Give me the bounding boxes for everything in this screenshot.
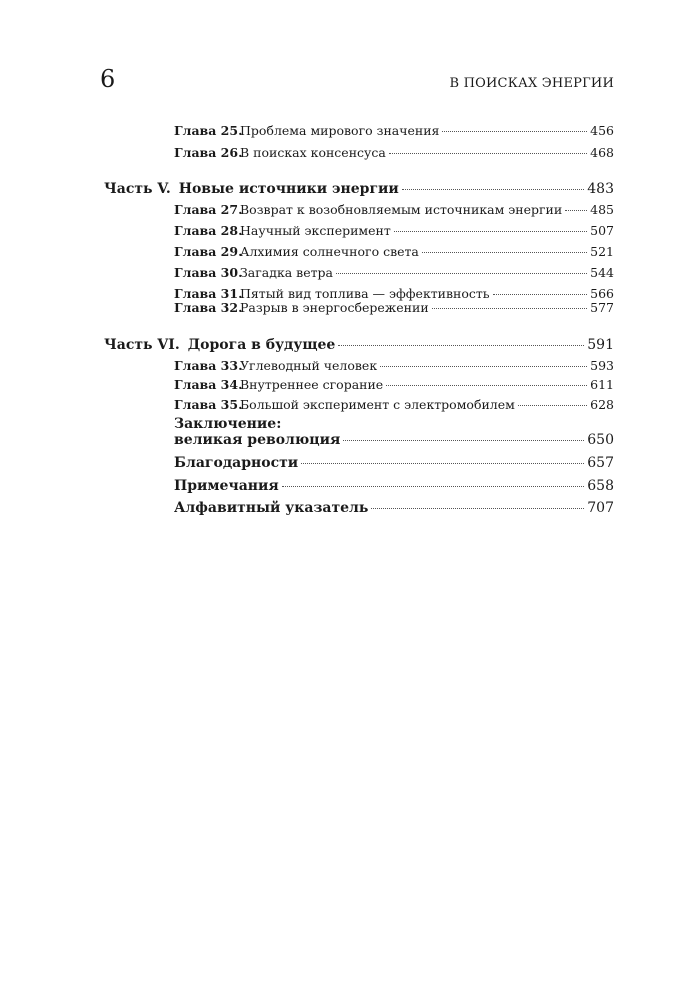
toc-entry-label: Глава 25. [174, 123, 243, 138]
toc-entry-title: Научный эксперимент [240, 223, 391, 238]
dot-leader [518, 405, 587, 406]
toc-entry-page: 591 [587, 337, 614, 353]
toc-entry-chapter-33[interactable] [174, 358, 614, 373]
toc-entry-title: Алхимия солнечного света [240, 244, 419, 259]
dot-leader [380, 366, 587, 367]
toc-entry-label: Глава 28. [174, 223, 243, 238]
toc-entry-page: 507 [590, 223, 614, 238]
toc-entry-conclusion-heading: Заключение: [174, 416, 282, 432]
toc-entry-title: Загадка ветра [240, 265, 333, 280]
toc-entry-title: Новые источники энергии [178, 181, 399, 197]
toc-entry-title: Проблема мирового значения [240, 123, 440, 138]
running-title: В ПОИСКАХ ЭНЕРГИИ [449, 76, 614, 91]
toc-entry-title: Большой эксперимент с электромобилем [240, 397, 515, 412]
toc-entry-title: Алфавитный указатель [174, 500, 369, 516]
toc-entry-page: 611 [590, 377, 614, 392]
toc-entry-title: Углеводный человек [240, 358, 378, 373]
dot-leader [282, 486, 585, 487]
toc-entry-chapter-27[interactable] [174, 202, 614, 217]
dot-leader [371, 508, 584, 509]
toc-entry-title: Пятый вид топлива — эффективность [240, 286, 490, 301]
toc-entry-label: Часть VI. [104, 337, 180, 353]
toc-entry-part-6[interactable] [104, 337, 614, 353]
toc-entry-page: 468 [590, 145, 614, 160]
toc-entry-title: Примечания [174, 478, 279, 494]
toc-entry-chapter-25[interactable] [174, 123, 614, 138]
toc-entry-page: 658 [587, 478, 614, 494]
dot-leader [389, 153, 587, 154]
toc-entry-chapter-32[interactable] [174, 300, 614, 315]
toc-entry-chapter-35[interactable] [174, 397, 614, 412]
toc-entry-page: 628 [590, 397, 614, 412]
toc-entry-title: Возврат к возобновляемым источникам энергии [240, 202, 563, 217]
toc-entry-index[interactable] [174, 500, 614, 516]
toc-entry-page: 577 [590, 300, 614, 315]
toc-entry-label: Глава 29. [174, 244, 243, 259]
toc-entry-part-5[interactable] [104, 181, 614, 197]
dot-leader [336, 273, 587, 274]
toc-entry-label: Глава 34. [174, 377, 243, 392]
dot-leader [394, 231, 587, 232]
toc-entry-page: 456 [590, 123, 614, 138]
dot-leader [338, 345, 584, 346]
toc-entry-label: Глава 33. [174, 358, 243, 373]
toc-entry-label: Глава 32. [174, 300, 243, 315]
toc-entry-conclusion[interactable] [174, 432, 614, 448]
toc-entry-chapter-31[interactable] [174, 286, 614, 301]
dot-leader [386, 385, 587, 386]
toc-entry-label: Глава 26. [174, 145, 243, 160]
toc-entry-page: 707 [587, 500, 614, 516]
dot-leader [422, 252, 587, 253]
toc-entry-page: 544 [590, 265, 614, 280]
toc-entry-label: Часть V. [104, 181, 171, 197]
toc-entry-title: В поисках консенсуса [240, 145, 386, 160]
dot-leader [343, 440, 584, 441]
toc-entry-title: Внутреннее сгорание [240, 377, 384, 392]
toc-entry-page: 593 [590, 358, 614, 373]
toc-entry-title: Разрыв в энергосбережении [240, 300, 429, 315]
toc-entry-label: Глава 35. [174, 397, 243, 412]
toc-entry-label: Глава 30. [174, 265, 243, 280]
toc-entry-page: 485 [590, 202, 614, 217]
dot-leader [301, 463, 584, 464]
dot-leader [402, 189, 584, 190]
toc-entry-page: 483 [587, 181, 614, 197]
toc-entry-chapter-28[interactable] [174, 223, 614, 238]
toc-entry-title: великая революция [174, 432, 341, 448]
toc-entry-acknowledgements[interactable] [174, 455, 614, 471]
toc-entry-page: 521 [590, 244, 614, 259]
dot-leader [493, 294, 588, 295]
toc-entry-label: Глава 31. [174, 286, 243, 301]
page-header [100, 64, 614, 100]
toc-entry-chapter-26[interactable] [174, 145, 614, 160]
toc-entry-title: Дорога в будущее [187, 337, 336, 353]
dot-leader [432, 308, 587, 309]
toc-entry-label: Глава 27. [174, 202, 243, 217]
toc-entry-title: Благодарности [174, 455, 299, 471]
dot-leader [565, 210, 587, 211]
toc-entry-page: 650 [587, 432, 614, 448]
toc-entry-chapter-30[interactable] [174, 265, 614, 280]
toc-entry-page: 566 [590, 286, 614, 301]
toc-entry-page: 657 [587, 455, 614, 471]
toc-entry-chapter-34[interactable] [174, 377, 614, 392]
toc-entry-notes[interactable] [174, 478, 614, 494]
toc-entry-chapter-29[interactable] [174, 244, 614, 259]
dot-leader [442, 131, 587, 132]
page-number: 6 [100, 65, 116, 93]
